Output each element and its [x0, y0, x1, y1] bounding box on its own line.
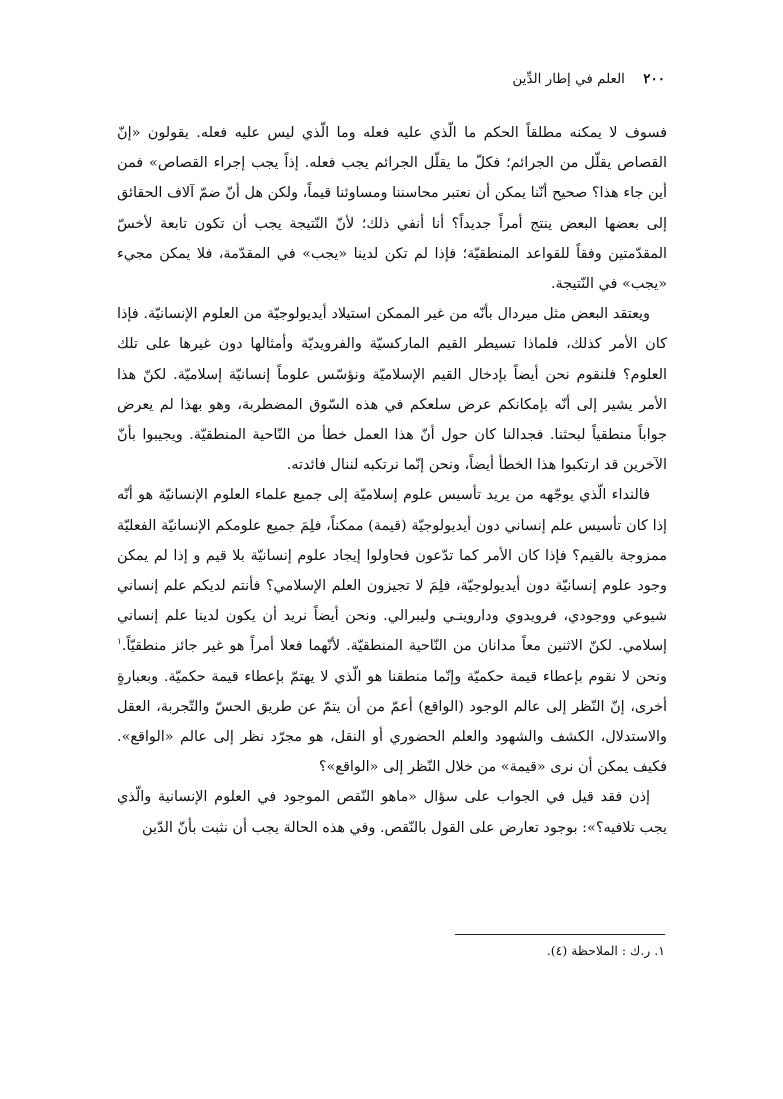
footnote-divider	[455, 934, 665, 935]
running-title: العلم في إطار الدِّين	[512, 71, 625, 87]
page-number: ٢٠٠	[643, 71, 665, 87]
body-text	[117, 118, 667, 843]
paragraph	[117, 782, 667, 842]
paragraph-text: فسوف لا يمكنه مطلقاً الحكم ما الّذي عليه فعله وما الّذي ليس عليه فعله. يقولون «إنّ القصاص يقلّل من الجرائم؛ فكلّ ما يقلّل الجرائم يجب فعله. إذاً يجب إجراء القصاص» فمن أين جاء هذا؟ صحيح أنّنا يمكن أن نعتبر محاسننا ومساوئنا قيماً، ولكن هل أنّ ضمّ آلاف الحقائق إلى بعضها البعض ينتج أمراً جديداً؟ أنا أنفي ذلك؛ لأنّ النّتيجة يجب أن تكون تابعة لأخسّ المقدّمتين وفقاً للقواعد المنطقيّة؛ فإذا لم تكن لدينا «يجب» في المقدّمة، فلا يمكن مجيء «يجب» في النّتيجة.	[117, 125, 667, 293]
paragraph-text: إذن فقد قيل في الجواب على سؤال «ماهو النّقص الموجود في العلوم الإنسانية والّذي يجب تلافيه؟»: بوجود تعارض على القول بالنّقص. وفي هذه الحالة يجب أن نثبت بأنّ الدّين	[117, 789, 667, 836]
paragraph-text-continued: ونحن لا نقوم بإعطاء قيمة حكميّة وإنّما منطقنا هو الّذي لا يهتمّ بإعطاء قيمة حكميّة. وبعبارةٍ أخرى، إنّ النّظر إلى عالم الوجود (الواقع) أعمّ من أن يتمّ عن طريق الحسّ والتّجربة، العقل والاستدلال، الكشف والشهود والعلم الحضوري أو النقل، هو مجرّد نظر إلى عالم «الواقع». فكيف يمكن أن نرى «قيمة» من خلال النّظر إلى «الواقع»؟	[117, 668, 667, 776]
footnote-marker[interactable]: ١	[117, 637, 122, 648]
paragraph	[117, 118, 667, 299]
footnote: ١. ر.ك : الملاحظة (٤).	[546, 943, 665, 958]
running-header	[115, 67, 665, 91]
paragraph-text: فالنداء الّذي يوجّهه من يريد تأسيس علوم إسلاميّة إلى جميع علماء العلوم الإنسانيّة هو أنّه إذا كان تأسيس علم إنساني دون أيديولوجيّة (قيمة) ممكناً، فلِمَ جميع علومكم الإنسانيّة الفعليّة ممزوجة بالقيم؟ فإذا كان الأمر كما تدّعون فحاولوا إيجاد علوم إنسانيّة بلا قيم و إذا لم يمكن وجود علوم إنسانيّة دون أيديولوجيّة، فلِمَ لا تجيزون العلم الإسلامي؟ فأنتم لديكم علم إنساني شيوعي ووجودي، فرويدوي وداروينـي وليبرالي. ونحن أيضاً نريد أن يكون لدينا علم إنساني إسلامي. لكنّ الاثنين معاً مدانان من النّاحية المنطقيّة. لأنّهما فعلا أمراً هو غير جائز منطقيّاً.	[117, 487, 667, 655]
paragraph	[117, 299, 667, 480]
paragraph	[117, 480, 667, 782]
paragraph-text: ويعتقد البعض مثل ميردال بأنّه من غير الممكن استيلاد أيديولوجيّة من العلوم الإنسانيّة. فإذا كان الأمر كذلك، فلماذا تسيطر القيم الماركسيّة والفرويديّة وأمثالها دون غيرها على تلك العلوم؟ فلنقوم نحن أيضاً بإدخال القيم الإسلاميّة ونؤسّس علوماً إنسانيّة إسلاميّة. لكنّ هذا الأمر يشير إلى أنّه بإمكانكم عرض سلعكم في هذه السّوق المضطربة، وهو بهذا لم يعرض جواباً منطقياً لبحثنا. فجدالنا كان حول أنّ هذا العمل خطأ من النّاحية المنطقيّة. ويجيبوا بأنّ الآخرين قد ارتكبوا هذا الخطأ أيضاً، ونحن إنّما نرتكبه لننال فائدته.	[117, 306, 667, 474]
